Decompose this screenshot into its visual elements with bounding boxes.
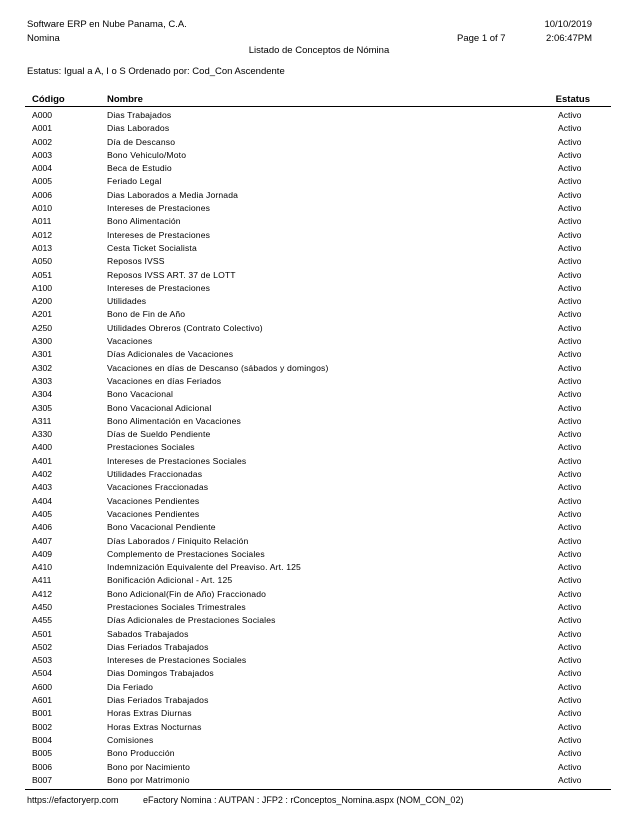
filter-criteria: Estatus: Igual a A, I o S Ordenado por: Cod_Con Ascendente bbox=[27, 66, 285, 77]
table-row bbox=[0, 495, 638, 508]
column-header-status: Estatus bbox=[555, 94, 590, 105]
row-name: Vacaciones en días Feriados bbox=[107, 375, 222, 386]
row-status: Activo bbox=[558, 535, 582, 546]
table-row bbox=[0, 189, 638, 202]
table-row bbox=[0, 455, 638, 468]
row-code: A051 bbox=[32, 269, 53, 280]
table-row bbox=[0, 162, 638, 175]
row-code: B005 bbox=[32, 748, 53, 759]
row-status: Activo bbox=[558, 136, 582, 147]
row-name: Vacaciones Pendientes bbox=[107, 508, 200, 519]
table-row bbox=[0, 641, 638, 654]
table-row bbox=[0, 335, 638, 348]
row-code: A504 bbox=[32, 668, 53, 679]
row-code: A003 bbox=[32, 149, 53, 160]
table-row bbox=[0, 468, 638, 481]
row-code: A411 bbox=[32, 575, 52, 586]
row-code: A406 bbox=[32, 522, 53, 533]
row-code: A303 bbox=[32, 375, 53, 386]
row-name: Utilidades bbox=[107, 296, 147, 307]
row-status: Activo bbox=[558, 668, 582, 679]
row-status: Activo bbox=[558, 402, 582, 413]
row-code: A330 bbox=[32, 429, 53, 440]
table-row bbox=[0, 122, 638, 135]
row-status: Activo bbox=[558, 761, 582, 772]
table-row bbox=[0, 561, 638, 574]
table-row bbox=[0, 681, 638, 694]
table-row bbox=[0, 667, 638, 680]
row-name: Bono Vacacional Pendiente bbox=[107, 522, 216, 533]
table-row bbox=[0, 588, 638, 601]
table-row bbox=[0, 322, 638, 335]
table-row bbox=[0, 229, 638, 242]
row-name: Utilidades Obreros (Contrato Colectivo) bbox=[107, 322, 263, 333]
row-name: Complemento de Prestaciones Sociales bbox=[107, 548, 265, 559]
row-name: Bono Alimentación en Vacaciones bbox=[107, 415, 241, 426]
row-code: A403 bbox=[32, 482, 53, 493]
row-status: Activo bbox=[558, 562, 582, 573]
company-name: Software ERP en Nube Panama, C.A. bbox=[27, 19, 187, 30]
row-name: Dias Laborados bbox=[107, 123, 170, 134]
footer-info: eFactory Nomina : AUTPAN : JFP2 : rConceptos_Nomina.aspx (NOM_CON_02) bbox=[143, 795, 464, 805]
report-date: 10/10/2019 bbox=[544, 19, 592, 30]
row-status: Activo bbox=[558, 708, 582, 719]
row-name: Dias Feriados Trabajados bbox=[107, 641, 209, 652]
report-title: Listado de Conceptos de Nómina bbox=[248, 45, 390, 56]
row-name: Bono Adicional(Fin de Año) Fraccionado bbox=[107, 588, 267, 599]
row-code: A006 bbox=[32, 189, 53, 200]
page-number: Page 1 of 7 bbox=[457, 33, 506, 44]
row-name: Días Adicionales de Prestaciones Sociales bbox=[107, 615, 276, 626]
row-status: Activo bbox=[558, 575, 582, 586]
row-code: A400 bbox=[32, 442, 53, 453]
row-status: Activo bbox=[558, 216, 582, 227]
row-status: Activo bbox=[558, 269, 582, 280]
row-name: Bono por Matrimonio bbox=[107, 774, 190, 785]
table-row bbox=[0, 548, 638, 561]
report-time: 2:06:47PM bbox=[546, 33, 592, 44]
row-name: Bono Vehiculo/Moto bbox=[107, 149, 187, 160]
row-code: A302 bbox=[32, 362, 53, 373]
row-name: Bono por Nacimiento bbox=[107, 761, 191, 772]
table-row bbox=[0, 614, 638, 627]
row-code: A401 bbox=[32, 455, 53, 466]
row-code: A050 bbox=[32, 256, 53, 267]
row-code: B006 bbox=[32, 761, 53, 772]
row-name: Intereses de Prestaciones bbox=[107, 229, 211, 240]
row-code: A405 bbox=[32, 508, 53, 519]
table-row bbox=[0, 136, 638, 149]
row-code: A503 bbox=[32, 655, 53, 666]
row-status: Activo bbox=[558, 748, 582, 759]
row-status: Activo bbox=[558, 442, 582, 453]
table-row bbox=[0, 694, 638, 707]
table-row bbox=[0, 707, 638, 720]
row-status: Activo bbox=[558, 695, 582, 706]
row-code: A402 bbox=[32, 469, 53, 480]
row-code: A004 bbox=[32, 163, 53, 174]
row-name: Reposos IVSS ART. 37 de LOTT bbox=[107, 269, 236, 280]
row-name: Vacaciones en días de Descanso (sábados y domingos) bbox=[107, 362, 329, 373]
row-code: A002 bbox=[32, 136, 53, 147]
table-row bbox=[0, 348, 638, 361]
table-row bbox=[0, 601, 638, 614]
row-status: Activo bbox=[558, 375, 582, 386]
header-divider bbox=[25, 106, 611, 107]
row-name: Intereses de Prestaciones Sociales bbox=[107, 455, 247, 466]
table-row bbox=[0, 375, 638, 388]
row-status: Activo bbox=[558, 110, 582, 120]
row-name: Intereses de Prestaciones bbox=[107, 203, 211, 214]
row-status: Activo bbox=[558, 734, 582, 745]
row-status: Activo bbox=[558, 615, 582, 626]
row-status: Activo bbox=[558, 641, 582, 652]
row-code: A600 bbox=[32, 681, 53, 692]
row-name: Bono Vacacional bbox=[107, 389, 174, 400]
table-row bbox=[0, 654, 638, 667]
row-name: Beca de Estudio bbox=[107, 163, 172, 174]
row-name: Prestaciones Sociales Trimestrales bbox=[107, 601, 246, 612]
row-code: A000 bbox=[32, 110, 53, 120]
column-header-code: Código bbox=[32, 94, 65, 105]
row-code: A013 bbox=[32, 242, 53, 253]
table-row bbox=[0, 428, 638, 441]
table-row bbox=[0, 149, 638, 162]
row-code: A301 bbox=[32, 349, 53, 360]
table-row bbox=[0, 747, 638, 760]
row-status: Activo bbox=[558, 469, 582, 480]
row-code: A250 bbox=[32, 322, 53, 333]
row-status: Activo bbox=[558, 163, 582, 174]
row-status: Activo bbox=[558, 349, 582, 360]
row-code: B001 bbox=[32, 708, 53, 719]
row-status: Activo bbox=[558, 482, 582, 493]
table-row bbox=[0, 255, 638, 268]
table-row bbox=[0, 774, 638, 787]
table-row bbox=[0, 269, 638, 282]
row-code: A455 bbox=[32, 615, 53, 626]
row-code: A601 bbox=[32, 695, 53, 706]
table-row bbox=[0, 574, 638, 587]
row-code: A409 bbox=[32, 548, 53, 559]
row-name: Dias Feriados Trabajados bbox=[107, 695, 209, 706]
row-code: A407 bbox=[32, 535, 53, 546]
table-row bbox=[0, 242, 638, 255]
row-name: Dias Laborados a Media Jornada bbox=[107, 189, 239, 200]
row-status: Activo bbox=[558, 282, 582, 293]
row-status: Activo bbox=[558, 681, 582, 692]
row-status: Activo bbox=[558, 415, 582, 426]
row-code: A311 bbox=[32, 415, 52, 426]
table-row bbox=[0, 402, 638, 415]
row-name: Dias Domingos Trabajados bbox=[107, 668, 214, 679]
row-status: Activo bbox=[558, 495, 582, 506]
table-row bbox=[0, 481, 638, 494]
row-name: Horas Extras Diurnas bbox=[107, 708, 192, 719]
row-status: Activo bbox=[558, 123, 582, 134]
table-row bbox=[0, 295, 638, 308]
row-name: Sabados Trabajados bbox=[107, 628, 189, 639]
row-name: Bono Alimentación bbox=[107, 216, 181, 227]
row-name: Vacaciones Pendientes bbox=[107, 495, 200, 506]
row-name: Dias Trabajados bbox=[107, 110, 172, 120]
row-name: Prestaciones Sociales bbox=[107, 442, 195, 453]
row-status: Activo bbox=[558, 149, 582, 160]
row-code: A100 bbox=[32, 282, 53, 293]
row-status: Activo bbox=[558, 242, 582, 253]
row-status: Activo bbox=[558, 774, 582, 785]
row-name: Bonificación Adicional - Art. 125 bbox=[107, 575, 233, 586]
row-code: B002 bbox=[32, 721, 53, 732]
row-status: Activo bbox=[558, 628, 582, 639]
table-row bbox=[0, 388, 638, 401]
row-code: A001 bbox=[32, 123, 53, 134]
table-row bbox=[0, 362, 638, 375]
row-name: Vacaciones Fraccionadas bbox=[107, 482, 209, 493]
row-name: Bono Producción bbox=[107, 748, 175, 759]
row-status: Activo bbox=[558, 322, 582, 333]
row-status: Activo bbox=[558, 601, 582, 612]
table-row bbox=[0, 628, 638, 641]
row-name: Días Adicionales de Vacaciones bbox=[107, 349, 234, 360]
row-status: Activo bbox=[558, 522, 582, 533]
table-row bbox=[0, 175, 638, 188]
row-status: Activo bbox=[558, 429, 582, 440]
table-row bbox=[0, 761, 638, 774]
row-code: A501 bbox=[32, 628, 53, 639]
table-row bbox=[0, 721, 638, 734]
row-code: A011 bbox=[32, 216, 52, 227]
module-name: Nomina bbox=[27, 33, 60, 44]
row-status: Activo bbox=[558, 256, 582, 267]
table-row bbox=[0, 415, 638, 428]
row-status: Activo bbox=[558, 362, 582, 373]
row-name: Feriado Legal bbox=[107, 176, 162, 187]
table-row bbox=[0, 308, 638, 321]
row-code: A010 bbox=[32, 203, 53, 214]
row-status: Activo bbox=[558, 176, 582, 187]
row-code: A404 bbox=[32, 495, 53, 506]
table-row bbox=[0, 441, 638, 454]
row-code: A450 bbox=[32, 601, 53, 612]
row-status: Activo bbox=[558, 655, 582, 666]
row-status: Activo bbox=[558, 296, 582, 307]
row-status: Activo bbox=[558, 389, 582, 400]
row-code: A201 bbox=[32, 309, 53, 320]
footer-divider bbox=[25, 789, 611, 790]
row-status: Activo bbox=[558, 455, 582, 466]
row-code: A012 bbox=[32, 229, 53, 240]
row-status: Activo bbox=[558, 508, 582, 519]
row-status: Activo bbox=[558, 336, 582, 347]
row-name: Dia Feriado bbox=[107, 681, 154, 692]
row-name: Vacaciones bbox=[107, 336, 153, 347]
row-code: A300 bbox=[32, 336, 53, 347]
row-name: Indemnización Equivalente del Preaviso. Art. 125 bbox=[107, 562, 301, 573]
row-code: A005 bbox=[32, 176, 53, 187]
concepts-table bbox=[0, 109, 638, 787]
row-status: Activo bbox=[558, 189, 582, 200]
row-name: Días de Sueldo Pendiente bbox=[107, 429, 211, 440]
row-status: Activo bbox=[558, 548, 582, 559]
row-status: Activo bbox=[558, 203, 582, 214]
table-row bbox=[0, 734, 638, 747]
row-name: Bono de Fin de Año bbox=[107, 309, 186, 320]
row-name: Reposos IVSS bbox=[107, 256, 165, 267]
row-status: Activo bbox=[558, 229, 582, 240]
footer-url: https://efactoryerp.com bbox=[27, 795, 119, 805]
row-code: B007 bbox=[32, 774, 53, 785]
row-name: Horas Extras Nocturnas bbox=[107, 721, 202, 732]
table-row bbox=[0, 521, 638, 534]
row-name: Utilidades Fraccionadas bbox=[107, 469, 203, 480]
row-name: Comisiones bbox=[107, 734, 154, 745]
table-row bbox=[0, 508, 638, 521]
row-code: A502 bbox=[32, 641, 53, 652]
row-name: Intereses de Prestaciones bbox=[107, 282, 211, 293]
row-status: Activo bbox=[558, 588, 582, 599]
table-row bbox=[0, 109, 638, 122]
row-name: Días Laborados / Finiquito Relación bbox=[107, 535, 249, 546]
row-code: A410 bbox=[32, 562, 53, 573]
row-name: Bono Vacacional Adicional bbox=[107, 402, 212, 413]
row-code: A412 bbox=[32, 588, 53, 599]
row-name: Cesta Ticket Socialista bbox=[107, 242, 197, 253]
row-status: Activo bbox=[558, 309, 582, 320]
row-code: A304 bbox=[32, 389, 53, 400]
table-row bbox=[0, 535, 638, 548]
table-row bbox=[0, 215, 638, 228]
row-code: B004 bbox=[32, 734, 53, 745]
table-row bbox=[0, 202, 638, 215]
row-code: A200 bbox=[32, 296, 53, 307]
row-status: Activo bbox=[558, 721, 582, 732]
column-header-name: Nombre bbox=[107, 94, 143, 105]
row-code: A305 bbox=[32, 402, 53, 413]
row-name: Día de Descanso bbox=[107, 136, 176, 147]
row-name: Intereses de Prestaciones Sociales bbox=[107, 655, 247, 666]
table-row bbox=[0, 282, 638, 295]
